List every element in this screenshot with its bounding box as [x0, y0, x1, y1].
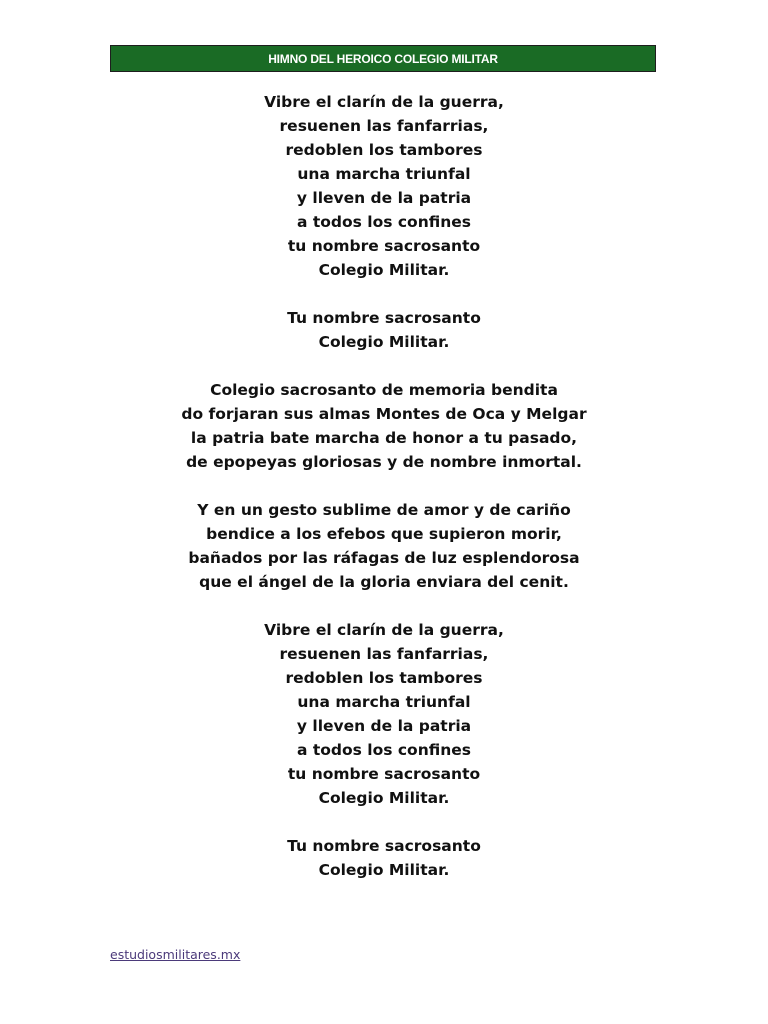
stanza-1	[0, 90, 768, 282]
poem-line: Tu nombre sacrosanto	[287, 837, 481, 855]
poem-line: tu nombre sacrosanto	[287, 765, 481, 783]
poem-line: y lleven de la patria	[296, 189, 472, 207]
poem-line: do forjaran sus almas Montes de Oca y Melgar	[181, 405, 587, 423]
poem-line: redoblen los tambores	[285, 141, 483, 159]
poem-line: a todos los confines	[297, 213, 471, 231]
page-title: HIMNO DEL HEROICO COLEGIO MILITAR	[268, 51, 498, 66]
website-link[interactable]: estudiosmilitares.mx	[110, 947, 241, 962]
stanza-2	[0, 306, 768, 354]
poem-line: Vibre el clarín de la guerra,	[264, 93, 504, 111]
poem-line: una marcha triunfal	[297, 693, 471, 711]
poem-line: Y en un gesto sublime de amor y de cariño	[197, 501, 571, 519]
poem-line: bañados por las ráfagas de luz esplendorosa	[188, 549, 580, 567]
poem-line: resuenen las fanfarrias,	[279, 117, 489, 135]
poem-line: Colegio Militar.	[318, 333, 450, 351]
stanza-4	[0, 498, 768, 594]
poem-line: Colegio Militar.	[318, 789, 450, 807]
stanza-6	[0, 834, 768, 882]
stanza-5	[0, 618, 768, 810]
poem-line: Tu nombre sacrosanto	[287, 309, 481, 327]
poem-line: de epopeyas gloriosas y de nombre inmortal.	[186, 453, 582, 471]
poem-line: tu nombre sacrosanto	[287, 237, 481, 255]
poem-line: la patria bate marcha de honor a tu pasado,	[190, 429, 578, 447]
poem-line: resuenen las fanfarrias,	[279, 645, 489, 663]
poem-line: que el ángel de la gloria enviara del cenit.	[199, 573, 569, 591]
poem-line: Colegio Militar.	[318, 261, 450, 279]
poem-line: Vibre el clarín de la guerra,	[264, 621, 504, 639]
poem-line: bendice a los efebos que supieron morir,	[206, 525, 562, 543]
poem-line: redoblen los tambores	[285, 669, 483, 687]
title-banner	[110, 45, 656, 72]
poem-body	[0, 90, 768, 906]
poem-line: a todos los confines	[297, 741, 471, 759]
poem-line: Colegio Militar.	[318, 861, 450, 879]
poem-line: una marcha triunfal	[297, 165, 471, 183]
poem-line: y lleven de la patria	[296, 717, 472, 735]
stanza-3	[0, 378, 768, 474]
poem-line: Colegio sacrosanto de memoria bendita	[210, 381, 558, 399]
